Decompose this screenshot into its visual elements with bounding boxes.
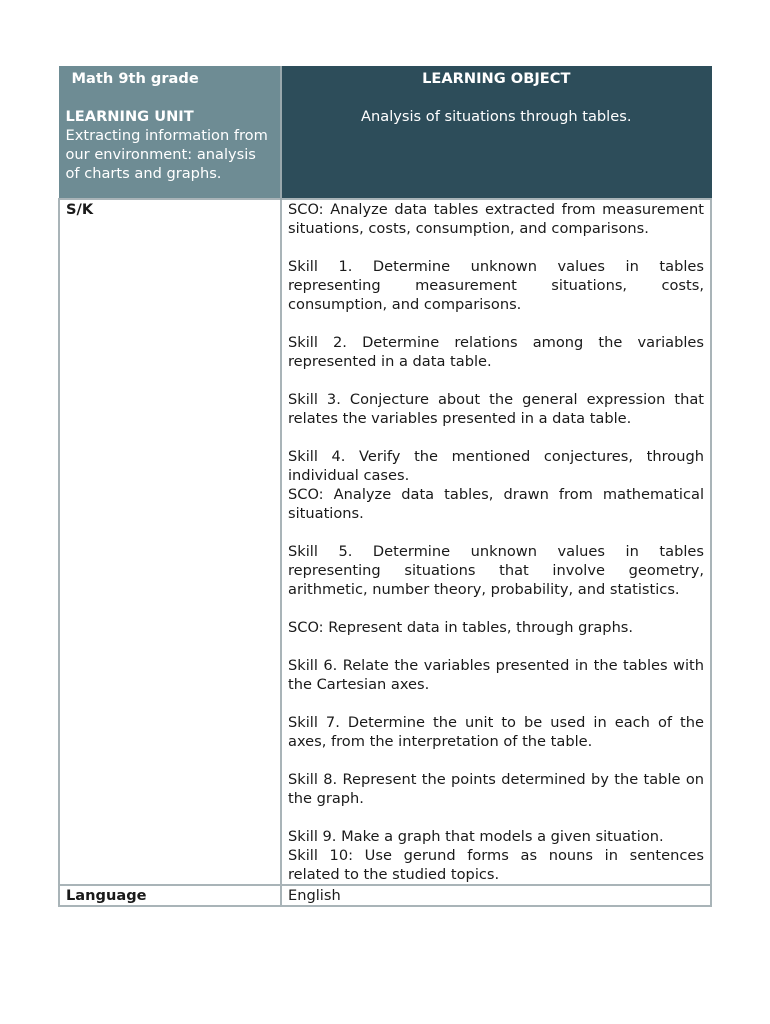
language-label-cell bbox=[59, 885, 281, 906]
header-left-cell bbox=[59, 67, 281, 200]
language-label: Language bbox=[66, 887, 147, 904]
curriculum-table bbox=[58, 66, 712, 907]
skill-item-3: Skill 3. Conjecture about the general expression that relates the variables presented in a data table. bbox=[288, 391, 704, 427]
sco-item-2: SCO: Analyze data tables, drawn from mathematical situations. bbox=[288, 486, 704, 522]
learning-object-title: LEARNING OBJECT bbox=[422, 70, 571, 87]
skill-item-10: Skill 10: Use gerund forms as nouns in sentences related to the studied topics. bbox=[288, 847, 704, 883]
skill-item-2: Skill 2. Determine relations among the variables represented in a data table. bbox=[288, 334, 704, 370]
skill-item-8: Skill 8. Represent the points determined by the table on the graph. bbox=[288, 771, 704, 807]
learning-unit-title: LEARNING UNIT bbox=[65, 108, 194, 125]
language-value: English bbox=[288, 887, 341, 904]
learning-unit-description: Extracting information from our environment: analysis of charts and graphs. bbox=[65, 127, 268, 182]
sco-item-1: SCO: Analyze data tables extracted from measurement situations, costs, consumption, and comparisons. bbox=[288, 201, 704, 237]
skill-item-9: Skill 9. Make a graph that models a given situation. bbox=[288, 828, 664, 845]
learning-object-description: Analysis of situations through tables. bbox=[361, 108, 632, 125]
skill-item-5: Skill 5. Determine unknown values in tables representing situations that involve geometry, arithmetic, number theory, probability, and statistics. bbox=[288, 543, 704, 598]
header-row bbox=[59, 67, 711, 200]
language-row bbox=[59, 885, 711, 906]
sk-label-cell bbox=[59, 199, 281, 885]
language-value-cell bbox=[281, 885, 711, 906]
skill-item-6: Skill 6. Relate the variables presented in the tables with the Cartesian axes. bbox=[288, 657, 704, 693]
skill-item-4: Skill 4. Verify the mentioned conjectures, through individual cases. bbox=[288, 448, 704, 484]
sco-item-3: SCO: Represent data in tables, through graphs. bbox=[288, 619, 634, 636]
sk-row bbox=[59, 199, 711, 885]
skill-item-7: Skill 7. Determine the unit to be used in each of the axes, from the interpretation of the table. bbox=[288, 714, 704, 750]
sk-content-cell bbox=[281, 199, 711, 885]
header-right-cell bbox=[281, 67, 711, 200]
sk-label: S/K bbox=[66, 201, 94, 218]
grade-title: Math 9th grade bbox=[71, 70, 199, 87]
skill-item-1: Skill 1. Determine unknown values in tables representing measurement situations, costs, consumption, and comparisons. bbox=[288, 258, 704, 313]
